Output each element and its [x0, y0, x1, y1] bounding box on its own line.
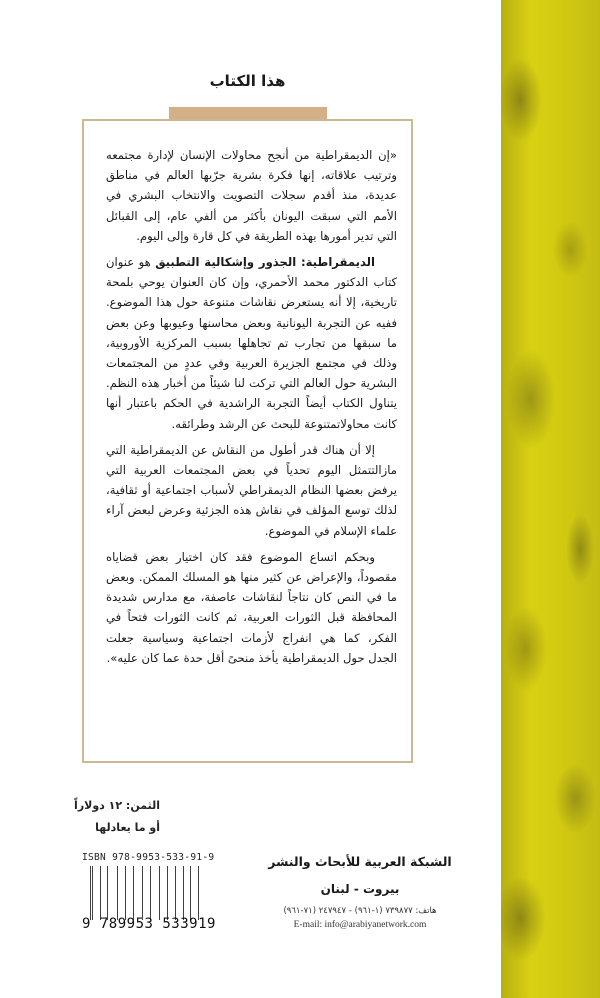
publisher-email: E-mail: info@arabiyanetwork.com — [293, 920, 427, 930]
barcode-digits: 9 789953 533919 — [82, 916, 216, 932]
barcode-bar — [190, 866, 191, 920]
barcode-bar — [183, 866, 184, 920]
barcode-bar — [198, 866, 199, 920]
barcode-bar — [90, 866, 91, 920]
blurb-text — [106, 145, 397, 674]
blurb-paragraph-4: وبحكم اتساع الموضوع فقد كان اختيار بعض قضاياه مقصوداً، والإعراض عن كثير منها هو المسلك الممكن. وبعض ما في النص كان نتاجاً لنقاشات عاصفة، مع مدارس شديدة المحافظة قبل الثورات العربية، ثم كانت الثورات فتحاً في الفكر، كما هي انفراج لأزمات اجتماعية وسياسية جعلت الجدل حول الديمقراطية يأخذ منحىً أقل حدة عما كان عليه». — [106, 549, 397, 665]
barcode — [90, 866, 202, 920]
barcode-bar — [125, 866, 126, 920]
blurb-paragraph-3: إلا أن هناك قدر أطول من النقاش عن الديمقراطية التي مازالتتمثل اليوم تحدياً في بعض المجتمعات العربية التي يرفض بعضها النظام الديمقراطي لأسباب اجتماعية أو ثقافية، لذلك توسع المؤلف في نقاش هذه الجزئية وعرض لبعض آراء علماء الإسلام في الموضوع. — [106, 442, 397, 538]
price-block — [60, 795, 160, 839]
barcode-bar — [167, 866, 168, 920]
barcode-bar — [133, 866, 134, 920]
barcode-bar — [142, 866, 143, 920]
blurb-box — [82, 119, 413, 763]
barcode-bar — [150, 866, 151, 920]
price-equivalent: أو ما يعادلها — [95, 821, 160, 834]
blurb-paragraph-2-text: هو عنوان كتاب الدكتور محمد الأحمري، وإن كان العنوان يوحي بلمحة تاريخية، إلا أنه يستعرض نقاشات متنوعة حول هذا الموضوع. ففيه عن التجربة اليونانية وبعض محاسنها وعيوبها وعن بعض ما سبقها من تجارب تم تجاهلها بسبب المركزية الأوروبية، وذلك في مجتمع الجزيرة العربية وفي عددٍ من المجتمعات البشرية حول العالم التي تركت لنا شيئاً من أخبار هذه النظم. يتناول الكتاب أيضاً التجربة الراشدية في الحكم باعتبار أنها كانت محاولاتمتنوعة للبحث عن الرشد وطرائقه. — [106, 255, 397, 431]
price-line: الثمن: ١٢ دولاراً — [74, 799, 160, 812]
blurb-paragraph-2 — [106, 252, 397, 434]
publisher-city: بيروت - لبنان — [320, 882, 400, 896]
section-heading: هذا الكتاب — [209, 72, 286, 90]
cover-texture-strip — [501, 0, 600, 998]
barcode-bar — [100, 866, 101, 920]
barcode-bar — [92, 866, 93, 920]
blurb-paragraph-1: «إن الديمقراطية من أنجح محاولات الإنسان لإدارة مجتمعه وترتيب علاقاته، إنها فكرة بشرية جرّبها العالم في مناطق عديدة، منذ أقدم سجلات التصويت والانتخاب البشري في الأمم التي سبقت اليونان بأكثر من ألفي عام، إلى القبائل التي تدير أمورها بهذه الطريقة في كل قارة وإلى اليوم. — [106, 148, 397, 243]
barcode-bar — [107, 866, 108, 920]
barcode-bar — [175, 866, 176, 920]
isbn-label: ISBN 978-9953-533-91-9 — [82, 852, 215, 863]
book-title: الديمقراطية: الجذور وإشكالية التطبيق — [155, 255, 375, 270]
publisher-name: الشبكة العربية للأبحاث والنشر — [268, 854, 452, 869]
publisher-block — [240, 852, 480, 932]
barcode-bar — [117, 866, 118, 920]
barcode-bar — [159, 866, 160, 920]
publisher-phone: هاتف: ٧٣٩٨٧٧ (١-٩٦١) - ٢٤٧٩٤٧ (٧١-٩٦١) — [283, 906, 437, 916]
